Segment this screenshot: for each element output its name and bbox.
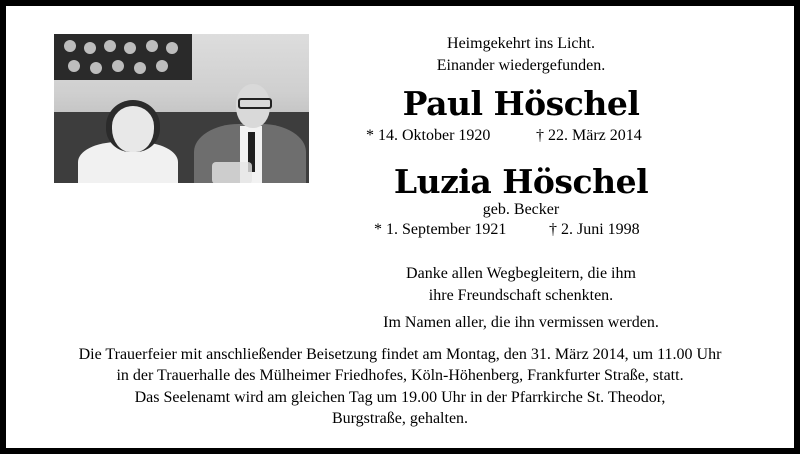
ceremony-line-1: Die Trauerfeier mit anschließender Beisetzung findet am Montag, den 31. März 2014, um 11.00 Uhr	[78, 346, 722, 363]
woman-head	[106, 100, 160, 152]
ceremony-line-2: in der Trauerhalle des Mülheimer Friedhofes, Köln-Höhenberg, Frankfurter Straße, statt.	[116, 367, 684, 384]
person1-born: * 14. Oktober 1920	[366, 127, 491, 144]
person2-maiden-name: geb. Becker	[482, 201, 560, 218]
wall-frame	[54, 34, 192, 80]
mass-line-1: Das Seelenamt wird am gleichen Tag um 19.00 Uhr in der Pfarrkirche St. Theodor,	[134, 389, 666, 406]
thanks-line-1: Danke allen Wegbegleitern, die ihm	[406, 265, 636, 282]
obituary-card	[6, 6, 794, 448]
mass-line-2: Burgstraße, gehalten.	[331, 410, 469, 427]
person1-name: Paul Höschel	[402, 84, 640, 123]
person1-died: † 22. März 2014	[536, 127, 642, 144]
thanks-line-2: ihre Freundschaft schenkten.	[428, 287, 614, 304]
person2-name: Luzia Höschel	[393, 162, 649, 201]
person2-born: * 1. September 1921	[374, 221, 507, 238]
table-glasses	[212, 162, 252, 183]
man-glasses	[238, 98, 272, 109]
intro-line-1: Heimgekehrt ins Licht.	[447, 35, 595, 52]
intro-line-2: Einander wiedergefunden.	[436, 57, 606, 74]
couple-photo	[54, 34, 309, 183]
person2-died: † 2. Juni 1998	[549, 221, 640, 238]
signoff: Im Namen aller, die ihn vermissen werden.	[383, 314, 659, 331]
